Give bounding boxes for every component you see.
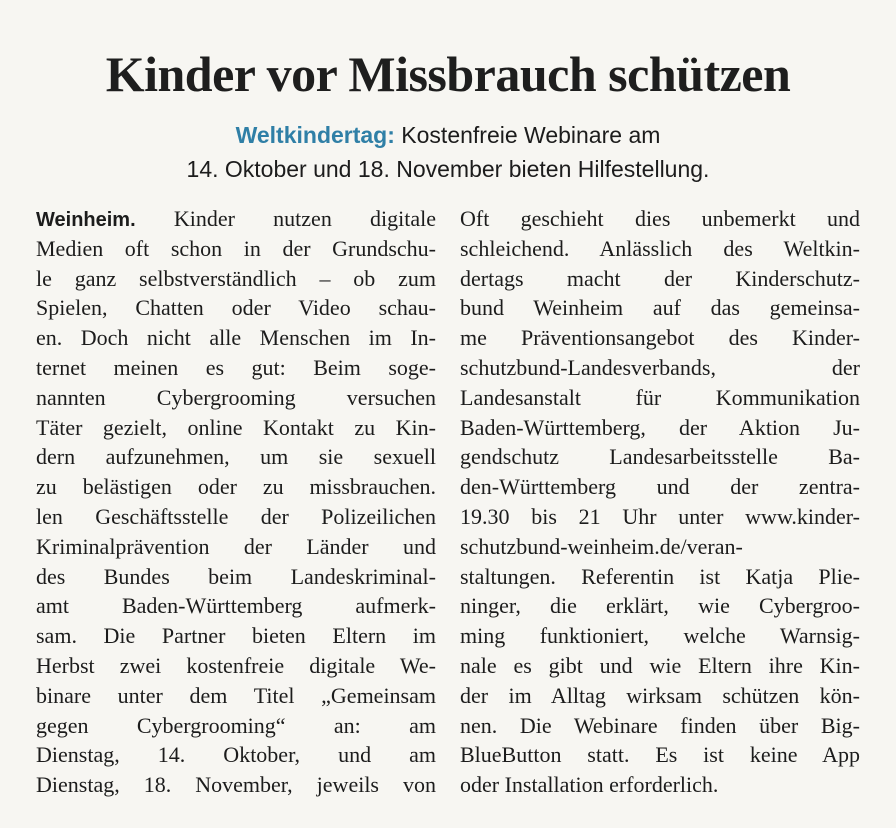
- article-line-text: Kinder nutzen digitale: [173, 206, 437, 231]
- article-line: [460, 442, 860, 472]
- article-line-text: ternet meinen es gut: Beim soge-: [36, 354, 436, 380]
- article-line-text: Landesanstalt für Kommunikation: [460, 384, 860, 410]
- article-line: [460, 562, 860, 592]
- article-line: [36, 293, 436, 323]
- article-line-text: bund Weinheim auf das gemeinsa-: [460, 295, 860, 321]
- article-line: [36, 234, 436, 264]
- article-line-text: schutzbund-Landesverbands, der: [460, 354, 860, 380]
- article-line: [460, 591, 860, 621]
- article-line-text: en. Doch nicht alle Menschen im In-: [36, 325, 436, 351]
- article-line: [36, 621, 436, 651]
- article-line-text: Täter gezielt, online Kontakt zu Kin-: [36, 414, 436, 440]
- article-line-text: den-Württemberg und der zentra-: [460, 474, 860, 500]
- article-line: [36, 323, 436, 353]
- article-line-text: le ganz selbstverständlich – ob zum: [36, 265, 436, 291]
- article-line-text: schleichend. Anlässlich des Weltkin-: [460, 235, 860, 261]
- article-line-text: sam. Die Partner bieten Eltern im: [36, 623, 436, 649]
- subheading-text-1: Kostenfreie Webinare am: [401, 122, 661, 148]
- article-line-text: me Präventionsangebot des Kinder-: [460, 325, 860, 351]
- article-line: [460, 770, 860, 800]
- article-line: [460, 204, 860, 234]
- article-line: [36, 502, 436, 532]
- article-line-text: dertags macht der Kinderschutz-: [460, 265, 860, 291]
- article-line-text: binare unter dem Titel „Gemeinsam: [36, 682, 436, 708]
- article-line: [460, 353, 860, 383]
- article-line: [36, 591, 436, 621]
- article-line: [36, 472, 436, 502]
- article-line: [460, 293, 860, 323]
- article-line: [36, 413, 436, 443]
- article-line-text: Medien oft schon in der Grundschu-: [36, 235, 436, 261]
- article-line-text: des Bundes beim Landeskriminal-: [36, 563, 436, 589]
- article-line: [36, 562, 436, 592]
- article-line: [460, 740, 860, 770]
- left-column: [36, 204, 436, 800]
- article-line-text: Kriminalprävention der Länder und: [36, 533, 436, 559]
- article-line: [460, 681, 860, 711]
- article-line-text: Dienstag, 18. November, jeweils von: [36, 772, 436, 798]
- article-line: [460, 532, 860, 562]
- article-line: [36, 264, 436, 294]
- article-line: [36, 442, 436, 472]
- article-line: [460, 234, 860, 264]
- article-line: [460, 323, 860, 353]
- article-line: [36, 383, 436, 413]
- headline: Kinder vor Missbrauch schützen: [105, 46, 791, 102]
- article-line-text: 19.30 bis 21 Uhr unter www.kinder-: [460, 503, 860, 529]
- article-line-text: Baden-Württemberg, der Aktion Ju-: [460, 414, 860, 440]
- article-line: [460, 383, 860, 413]
- article-line-text: gendschutz Landesarbeitsstelle Ba-: [460, 444, 860, 470]
- article-line: [36, 651, 436, 681]
- article-line: [36, 711, 436, 741]
- subheading-line-1: [0, 120, 896, 150]
- article-line-text: ming funktioniert, welche Warnsig-: [460, 623, 860, 649]
- article-line-text: Dienstag, 14. Oktober, und am: [36, 742, 436, 768]
- article-line-text: staltungen. Referentin ist Katja Plie-: [460, 563, 860, 589]
- article-line: [460, 472, 860, 502]
- article-line: [460, 651, 860, 681]
- subheading-line-2: 14. Oktober und 18. November bieten Hilfestellung.: [186, 156, 710, 182]
- article-line: [36, 353, 436, 383]
- article-line-text: nannten Cybergrooming versuchen: [36, 384, 436, 410]
- right-column: [460, 204, 860, 800]
- article-line-text: nale es gibt und wie Eltern ihre Kin-: [460, 652, 860, 678]
- article-line: [460, 621, 860, 651]
- article-line-text: oder Installation erforderlich.: [460, 772, 719, 798]
- article-line-text: zu belästigen oder zu missbrauchen.: [36, 474, 436, 500]
- article-line: [460, 413, 860, 443]
- article-line-text: gegen Cybergrooming“ an: am: [36, 712, 436, 738]
- article-line-text: amt Baden-Württemberg aufmerk-: [36, 593, 436, 619]
- article-line: [36, 532, 436, 562]
- article-line: [460, 264, 860, 294]
- article-line-text: BlueButton statt. Es ist keine App: [460, 742, 860, 768]
- article-line-text: dern aufzunehmen, um sie sexuell: [36, 444, 436, 470]
- article-line: [460, 711, 860, 741]
- article-line-text: schutzbund-weinheim.de/veran-: [460, 533, 743, 559]
- dateline: Weinheim.: [36, 209, 136, 231]
- article-line: [36, 740, 436, 770]
- article-line-text: len Geschäftsstelle der Polizeilichen: [36, 503, 436, 529]
- article-line-text: nen. Die Webinare finden über Big-: [460, 712, 860, 738]
- article-line: [36, 681, 436, 711]
- article-line-text: Spielen, Chatten oder Video schau-: [36, 295, 436, 321]
- article-line-text: Herbst zwei kostenfreie digitale We-: [36, 652, 436, 678]
- article-line-text: der im Alltag wirksam schützen kön-: [460, 682, 860, 708]
- subheading-kicker: Weltkindertag:: [235, 122, 395, 148]
- article-line-text: Oft geschieht dies unbemerkt und: [460, 206, 860, 231]
- article-line: [460, 502, 860, 532]
- article-line-text: ninger, die erklärt, wie Cybergroo-: [460, 593, 860, 619]
- article-line: [36, 770, 436, 800]
- article-line: [36, 204, 436, 234]
